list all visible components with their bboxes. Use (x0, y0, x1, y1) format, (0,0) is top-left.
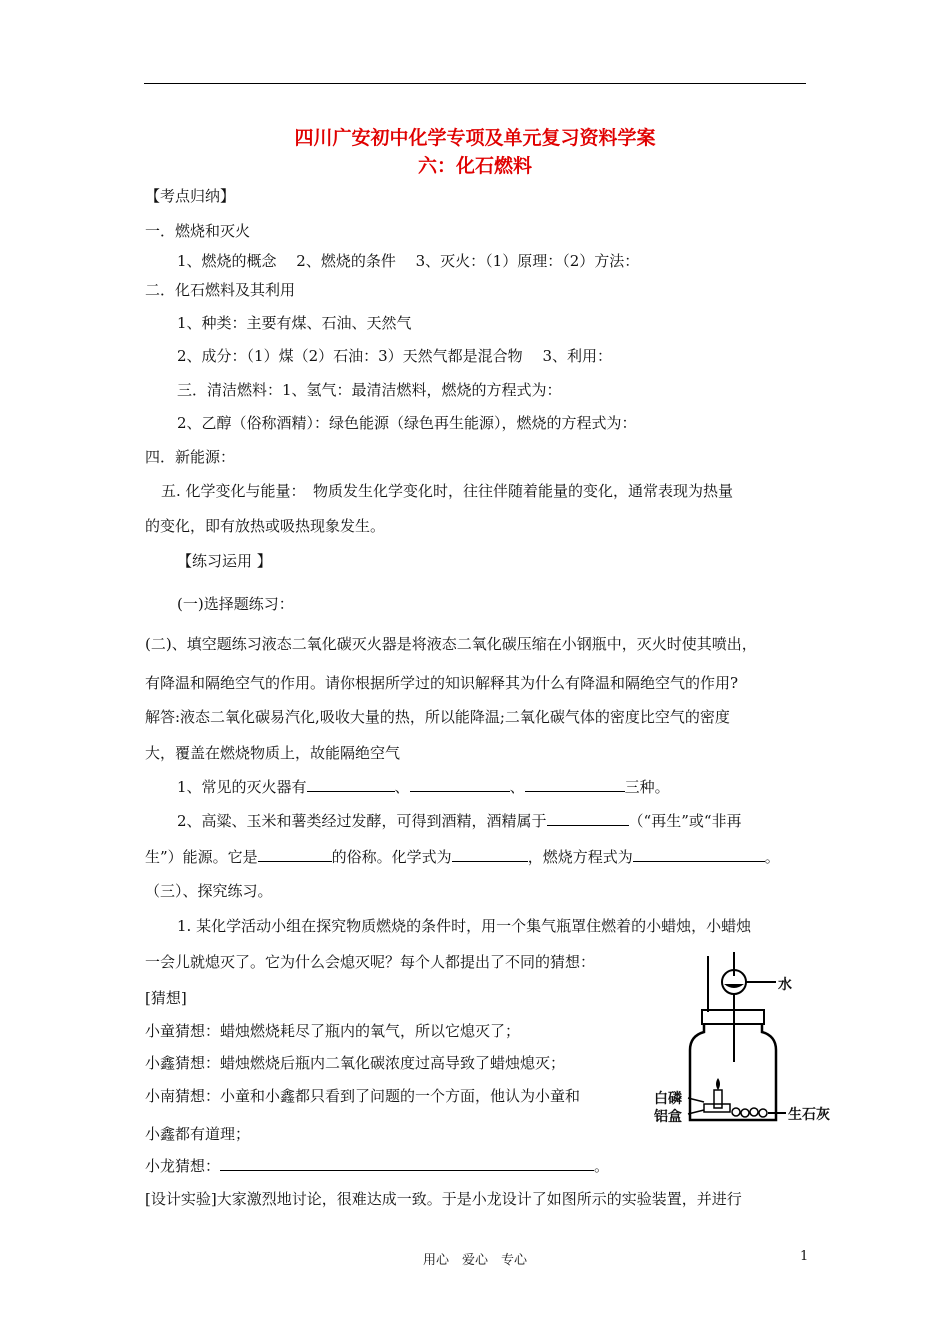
fill-in-question-2-cont: 生”）能源。它是 的俗称。化学式为 ，燃烧方程式为 。 (145, 848, 780, 866)
text-line: 1. 某化学活动小组在探究物质燃烧的条件时，用一个集气瓶罩住燃着的小蜡烛，小蜡烛 (177, 917, 752, 935)
text-line: 五. 化学变化与能量： 物质发生化学变化时，往往伴随着能量的变化，通常表现为热量 (161, 482, 734, 500)
footer-motto: 用心 爱心 专心 (422, 1253, 527, 1268)
text-line: 1、种类：主要有煤、石油、天然气 (177, 314, 412, 332)
text-line: 小鑫都有道理； (145, 1125, 251, 1143)
document-title: 四川广安初中化学专项及单元复习资料学案 (294, 127, 656, 149)
text-line: [设计实验]大家激烈地讨论，很难达成一致。于是小龙设计了如图所示的实验装置，并进行 (145, 1190, 742, 1208)
text-line: 小鑫猜想：蜡烛燃烧后瓶内二氧化碳浓度过高导致了蜡烛熄灭； (145, 1054, 566, 1072)
text-line: 一会儿就熄灭了。它为什么会熄灭呢？每个人都提出了不同的猜想： (145, 953, 596, 971)
answer-blank[interactable] (547, 811, 629, 826)
fill-in-question-2: 2、高粱、玉米和薯类经过发酵，可得到酒精，酒精属于 （“再生”或“非再 (177, 812, 742, 830)
label-water: 水 (778, 977, 792, 993)
experiment-apparatus-figure (648, 942, 848, 1132)
header-rule (144, 83, 806, 84)
label-aluminum-box: 铝盒 (654, 1109, 682, 1125)
label-white-phosphorus: 白磷 (654, 1091, 682, 1107)
text-line: 四．新能源： (145, 448, 236, 466)
text-line: [猜想] (145, 989, 187, 1007)
text-line: 一．燃烧和灭火 (145, 222, 251, 240)
text-line: 的变化，即有放热或吸热现象发生。 (145, 517, 386, 535)
label-quicklime: 生石灰 (788, 1107, 830, 1123)
section-heading: 【考点归纳】 (145, 187, 236, 205)
answer-blank[interactable] (220, 1156, 594, 1171)
answer-blank[interactable] (452, 847, 528, 862)
text-line: 二．化石燃料及其利用 (145, 281, 296, 299)
text-line: (一)选择题练习： (177, 595, 294, 613)
answer-blank[interactable] (410, 777, 510, 792)
text-line: 1、燃烧的概念 2、燃烧的条件 3、灭火：（1）原理：（2）方法： (177, 252, 640, 270)
text-line: 2、乙醇（俗称酒精）：绿色能源（绿色再生能源），燃烧的方程式为： (177, 414, 637, 432)
section-heading: 【练习运用 】 (177, 552, 272, 570)
fill-in-question-3: 小龙猜想： 。 (145, 1157, 610, 1175)
text-line: 解答:液态二氧化碳易汽化,吸收大量的热，所以能降温;二氧化碳气体的密度比空气的密度 (145, 708, 730, 726)
fill-in-question-1: 1、常见的灭火器有 、 、 三种。 (177, 778, 670, 796)
page-number: 1 (800, 1249, 809, 1264)
text-line: (二)、填空题练习液态二氧化碳灭火器是将液态二氧化碳压缩在小钢瓶中，灭火时使其喷出， (145, 635, 757, 653)
answer-blank[interactable] (307, 777, 395, 792)
text-line: 小童猜想：蜡烛燃烧耗尽了瓶内的氧气，所以它熄灭了； (145, 1022, 521, 1040)
text-line: 大，覆盖在燃烧物质上，故能隔绝空气 (145, 744, 401, 762)
text-line: 有降温和隔绝空气的作用。请你根据所学过的知识解释其为什么有降温和隔绝空气的作用? (145, 674, 739, 692)
text-line: 小南猜想：小童和小鑫都只看到了问题的一个方面，他认为小童和 (145, 1087, 581, 1105)
document-subtitle: 六：化石燃料 (417, 155, 532, 177)
text-line: 三．清洁燃料：1、氢气：最清洁燃料，燃烧的方程式为： (177, 381, 562, 399)
answer-blank[interactable] (525, 777, 625, 792)
answer-blank[interactable] (633, 847, 765, 862)
text-line: 2、成分：（1）煤（2）石油：3）天然气都是混合物 3、利用： (177, 347, 612, 365)
text-line: （三）、探究练习。 (145, 882, 273, 900)
answer-blank[interactable] (258, 847, 332, 862)
